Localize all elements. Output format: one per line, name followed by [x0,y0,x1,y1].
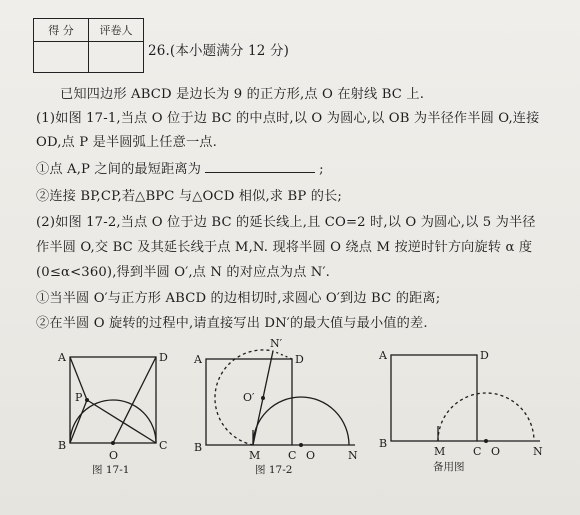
part2-line3: (0≤α<360),得到半圆 O′,点 N 的对应点为点 N′. [36,265,330,280]
semicircle-o [70,400,156,443]
label-n: N [533,445,543,458]
label-d: D [480,349,489,362]
label-m: M [249,449,261,462]
semicircle-o-dashed [438,393,534,441]
question-2b: ②在半圆 O 旋转的过程中,请直接写出 DN′的最大值与最小值的差. [36,316,428,331]
label-d: D [295,353,304,366]
label-a: A [194,353,202,366]
label-a: A [379,349,387,362]
question-1b: ②连接 BP,CP,若△BPC 与△OCD 相似,求 BP 的长; [36,189,342,204]
label-n: N [348,449,358,462]
label-o: O [491,445,501,458]
label-c: C [473,445,482,458]
point-o [484,439,488,443]
label-b: B [194,441,203,454]
grader-label: 评卷人 [89,19,144,42]
grader-cell [89,42,144,73]
label-c: C [288,449,297,462]
segment-bp [70,400,87,443]
part1-line1: (1)如图 17-1,当点 O 位于边 BC 的中点时,以 O 为圆心,以 OB 为半径作半圆 O,连接 [36,111,540,126]
label-d: D [159,351,168,364]
part2-line1: (2)如图 17-2,当点 O 位于边 BC 的延长线上,且 CO=2 时,以 O 为圆心,以 5 为半径 [36,215,536,230]
point-o [111,441,115,445]
question-1a-text: ①点 A,P 之间的最短距离为 [36,162,202,177]
label-a: A [58,351,66,364]
figure-17-2-caption: 图 17-2 [255,464,293,476]
segment-pc [87,400,156,443]
figure-17-1 [55,345,185,465]
label-m: M [434,445,446,458]
figure-backup [375,335,555,465]
label-b: B [58,439,67,452]
score-box [33,18,144,73]
label-o: O [109,449,119,462]
point-o [299,443,303,447]
segment-dn-prime [273,351,292,359]
label-o-prime: O′ [243,391,255,404]
question-title: 26.(本小题满分 12 分) [148,43,290,59]
question-1a-end: ; [319,162,324,177]
label-o: O [306,449,316,462]
score-cell [34,42,89,73]
question-intro: 已知四边形 ABCD 是边长为 9 的正方形,点 O 在射线 BC 上. [60,87,425,102]
part2-line2: 作半圆 O,交 BC 及其延长线于点 M,N. 现将半圆 O 绕点 M 按逆时针方向旋转 α 度 [36,240,533,255]
figure-backup-caption: 备用图 [433,461,465,473]
label-p: P [75,391,83,404]
score-label: 得 分 [34,19,89,42]
label-b: B [379,437,388,450]
question-1a [36,158,324,177]
square-abcd [391,355,477,441]
label-c: C [159,439,168,452]
part1-line2: OD,点 P 是半圆弧上任意一点. [36,135,217,150]
figure-17-1-caption: 图 17-1 [92,464,130,476]
question-2a: ①当半圆 O′与正方形 ABCD 的边相切时,求圆心 O′到边 BC 的距离; [36,291,441,306]
label-n-prime: N′ [270,337,283,350]
point-o-prime [261,396,265,400]
figure-17-2 [190,335,370,465]
semicircle-o [253,397,349,445]
answer-blank [205,160,315,173]
point-p [85,398,89,402]
